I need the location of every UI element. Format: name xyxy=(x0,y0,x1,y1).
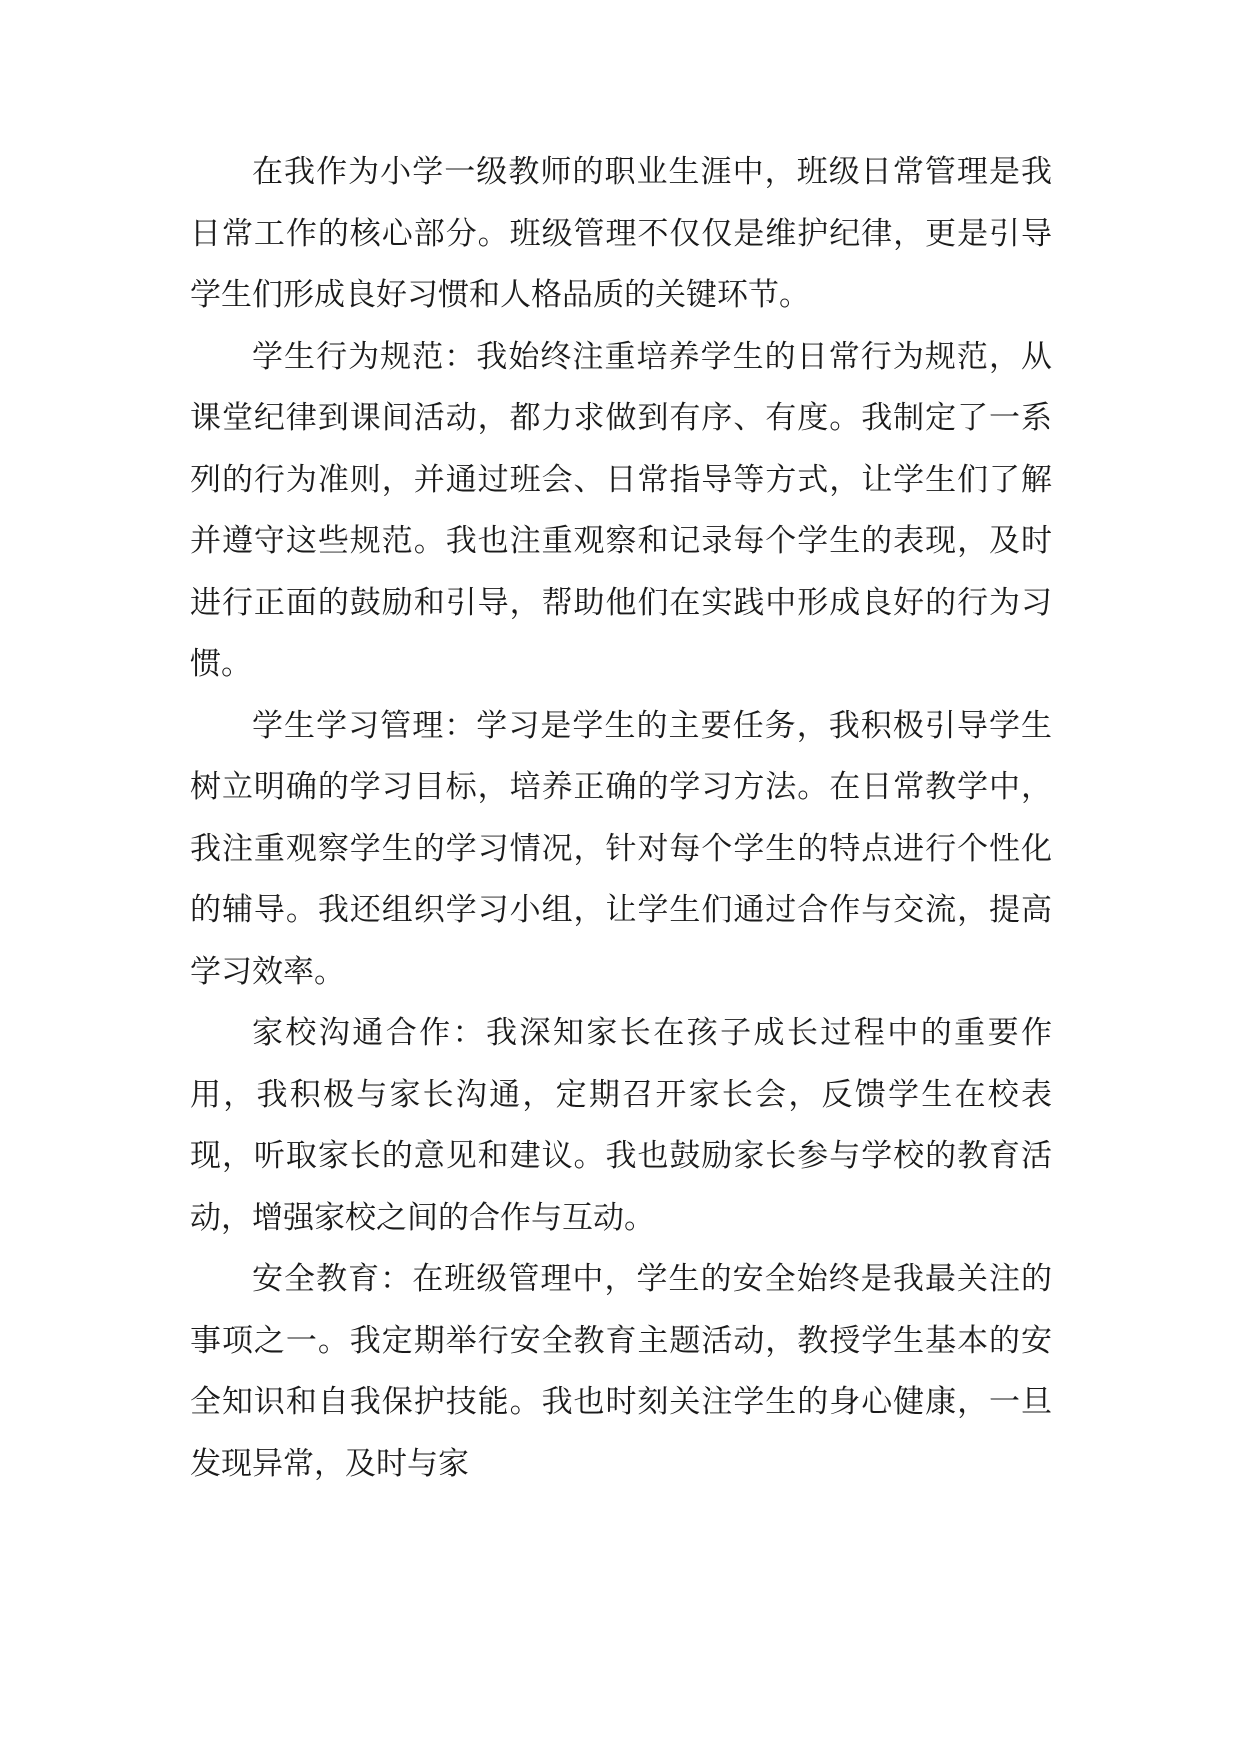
paragraph-behavior-norms: 学生行为规范：我始终注重培养学生的日常行为规范，从课堂纪律到课间活动，都力求做到有序、有度。我制定了一系列的行为准则，并通过班会、日常指导等方式，让学生们了解并遵守这些规范。我也注重观察和记录每个学生的表现，及时进行正面的鼓励和引导，帮助他们在实践中形成良好的行为习惯。 xyxy=(190,338,1052,682)
paragraph-home-school-communication: 家校沟通合作：我深知家长在孩子成长过程中的重要作用，我积极与家长沟通，定期召开家长会，反馈学生在校表现，听取家长的意见和建议。我也鼓励家长参与学校的教育活动，增强家校之间的合作与互动。 xyxy=(190,1015,1052,1236)
paragraph-study-management: 学生学习管理：学习是学生的主要任务，我积极引导学生树立明确的学习目标，培养正确的学习方法。在日常教学中，我注重观察学生的学习情况，针对每个学生的特点进行个性化的辅导。我还组织学习小组，让学生们通过合作与交流，提高学习效率。 xyxy=(190,707,1052,990)
document-body xyxy=(190,142,1052,1495)
paragraph-safety-education: 安全教育：在班级管理中，学生的安全始终是我最关注的事项之一。我定期举行安全教育主题活动，教授学生基本的安全知识和自我保护技能。我也时刻关注学生的身心健康，一旦发现异常，及时与家 xyxy=(190,1261,1052,1482)
paragraph-intro: 在我作为小学一级教师的职业生涯中，班级日常管理是我日常工作的核心部分。班级管理不仅仅是维护纪律，更是引导学生们形成良好习惯和人格品质的关键环节。 xyxy=(190,154,1052,313)
